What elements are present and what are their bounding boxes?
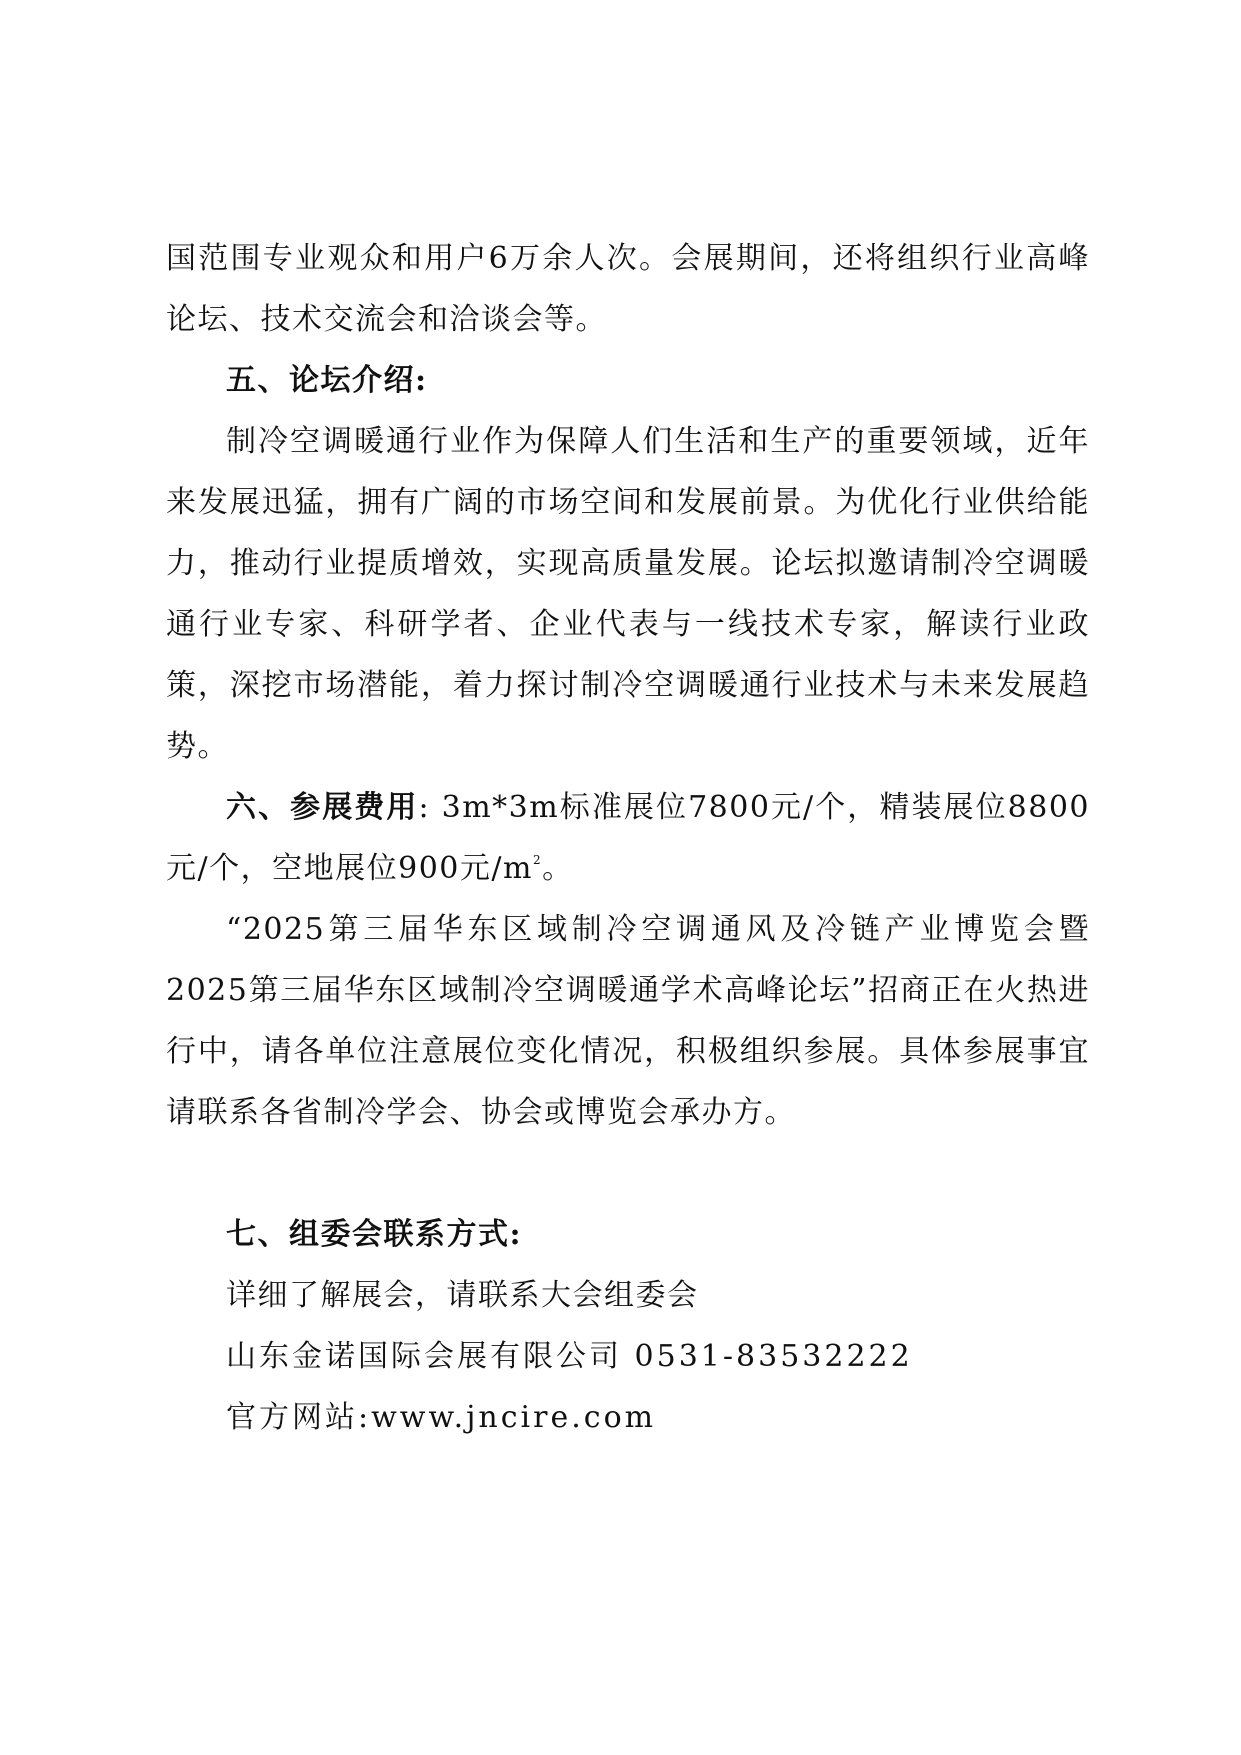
- section-7-heading: 七、组委会联系方式:: [226, 1217, 523, 1252]
- section-6-heading: 六、参展费用: [226, 790, 419, 825]
- intro-continuation-paragraph: 国范围专业观众和用户6万余人次。会展期间，还将组织行业高峰论坛、技术交流会和洽谈会等。: [166, 241, 1090, 337]
- section-6-paragraph: [166, 777, 1090, 899]
- section-6-fee-text: : 3m*3m标准展位7800元/个，精装展位8800元/个，空地展位900元/m: [166, 790, 1091, 886]
- paragraph-spacer: [166, 1143, 1090, 1204]
- official-website-line: 官方网站:www.jncire.com: [226, 1400, 657, 1435]
- contact-instruction-line: 详细了解展会，请联系大会组委会: [226, 1278, 699, 1313]
- section-6-fee-end: 。: [542, 851, 574, 886]
- square-meter-superscript: 2: [532, 853, 543, 867]
- section-5-paragraph: 制冷空调暖通行业作为保障人们生活和生产的重要领域，近年来发展迅猛，拥有广阔的市场空间和发展前景。为优化行业供给能力，推动行业提质增效，实现高质量发展。论坛拟邀请制冷空调暖通行业专家、科研学者、企业代表与一线技术专家，解读行业政策，深挖市场潜能，着力探讨制冷空调暖通行业技术与未来发展趋势。: [166, 424, 1090, 764]
- company-phone-line: 山东金诺国际会展有限公司 0531-83532222: [226, 1339, 913, 1374]
- exhibition-announcement-paragraph: “2025第三届华东区域制冷空调通风及冷链产业博览会暨2025第三届华东区域制冷空调暖通学术高峰论坛”招商正在火热进行中，请各单位注意展位变化情况，积极组织参展。具体参展事宜请联系各省制冷学会、协会或博览会承办方。: [166, 912, 1090, 1130]
- document-body: [166, 228, 1090, 1448]
- section-5-heading: 五、论坛介绍:: [226, 363, 428, 398]
